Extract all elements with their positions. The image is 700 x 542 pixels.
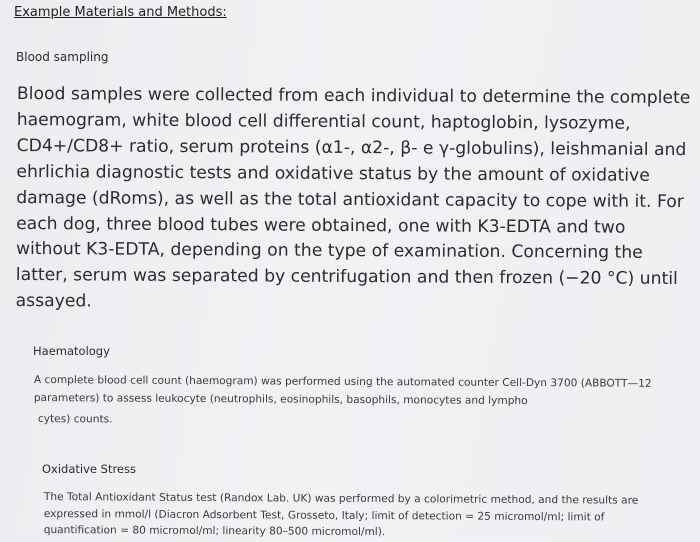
paragraph-line: quantification = 80 micromol/ml; linearity 80–500 micromol/ml). xyxy=(43,523,386,539)
blood-sampling-heading: Blood sampling xyxy=(16,50,109,64)
paragraph-line: A complete blood cell count (haemogram) was performed using the automated counter Cell-Dyn 3700 (ABBOTT—12 xyxy=(33,373,652,390)
oxidative-stress-heading: Oxidative Stress xyxy=(42,462,136,476)
paragraph-line: The Total Antioxidant Status test (Randox Lab. UK) was performed by a colorimetric method, and the results are xyxy=(43,490,639,507)
paragraph-line: damage (dRoms), as well as the total antioxidant capacity to cope with it. For xyxy=(16,187,684,212)
paragraph-line: latter, serum was separated by centrifugation and then frozen (−20 °C) until xyxy=(15,265,678,290)
paragraph-line: parameters) to assess leukocyte (neutrophils, eosinophils, basophils, monocytes and lympho xyxy=(33,391,528,407)
document-title: Example Materials and Methods: xyxy=(14,5,227,20)
oxidative-stress-paragraph xyxy=(44,489,639,542)
blood-sampling-paragraph xyxy=(15,82,691,319)
paragraph-line: each dog, three blood tubes were obtained, one with K3-EDTA and two xyxy=(16,213,626,238)
paragraph-line: assayed. xyxy=(15,291,92,312)
haematology-continuation: cytes) counts. xyxy=(37,412,113,426)
haematology-heading: Haematology xyxy=(33,344,110,358)
paragraph-line: CD4+/CD8+ ratio, serum proteins (α1-, α2-, β- e γ-globulins), leishmanial and xyxy=(16,135,687,160)
haematology-paragraph xyxy=(34,372,652,411)
paragraph-line: ehrlichia diagnostic tests and oxidative status by the amount of oxidative xyxy=(16,161,650,186)
paragraph-line: haemogram, white blood cell differential count, haptoglobin, lysozyme, xyxy=(16,109,631,134)
paragraph-line: Blood samples were collected from each individual to determine the complete xyxy=(16,83,691,109)
paragraph-line: without K3-EDTA, depending on the type of examination. Concerning the xyxy=(15,239,643,264)
paragraph-line: expressed in mmol/l (Diacron Adsorbent Test, Grosseto, Italy; limit of detection = 25 micromol/ml; limit of xyxy=(43,507,605,523)
